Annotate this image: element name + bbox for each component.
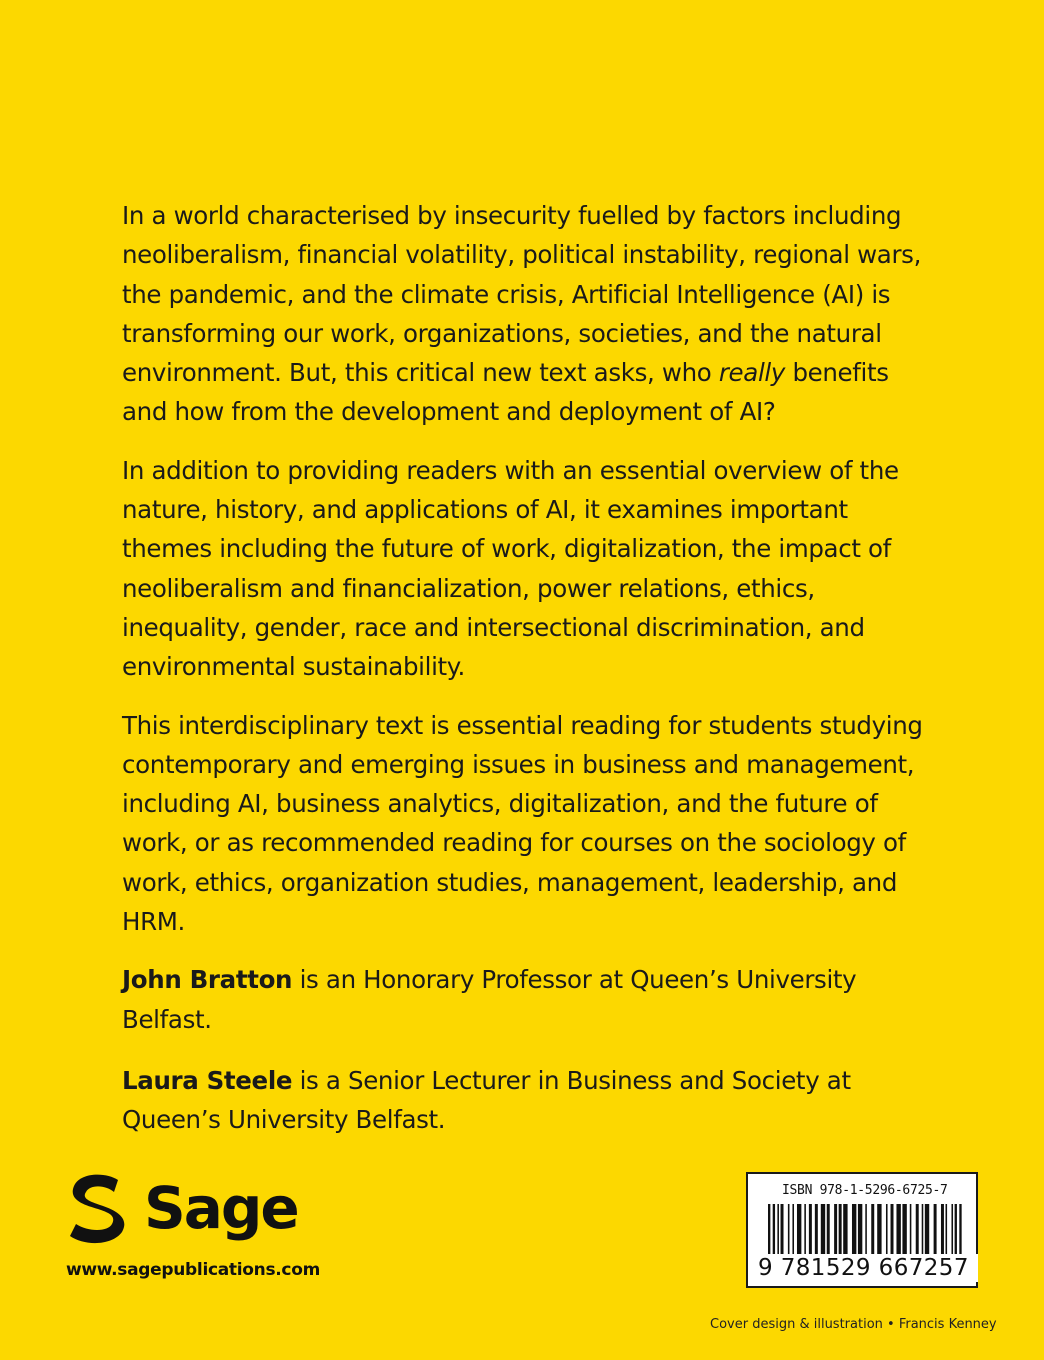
- blurb-paragraph-1: [122, 196, 928, 432]
- author-bio-1: [122, 960, 928, 1039]
- cover-credit: Cover design & illustration • Francis Kenney: [710, 1317, 997, 1332]
- publisher-name: Sage: [144, 1174, 298, 1242]
- blurb-paragraph-3: This interdisciplinary text is essential reading for students studying contemporary and emerging issues in business and management, including AI, business analytics, digitalization, and the future of work, or as recommended reading for courses on the sociology of work, ethics, organization studies, management, leadership, and HRM.: [122, 710, 923, 937]
- author-bio-text: is a Senior Lecturer in Business and Society at Queen’s University Belfast.: [122, 1065, 851, 1135]
- back-cover-blurb: [122, 196, 928, 1162]
- emphasis-really: really: [718, 358, 786, 388]
- publisher-website: www.sagepublications.com: [66, 1260, 321, 1280]
- author-name: Laura Steele: [122, 1065, 293, 1095]
- isbn-label: ISBN 978-1-5296-6725-7: [782, 1183, 948, 1198]
- author-bio-text: is an Honorary Professor at Queen’s University Belfast.: [122, 965, 857, 1034]
- blurb-text: benefits and how from the development and deployment of AI?: [122, 358, 889, 427]
- isbn-digits: 9 781529 667257: [754, 1254, 978, 1282]
- sage-s-icon: [66, 1172, 130, 1244]
- isbn-barcode: [746, 1172, 978, 1288]
- author-name: John Bratton: [122, 965, 293, 995]
- publisher-logo: [66, 1172, 306, 1244]
- blurb-paragraph-2: In addition to providing readers with an essential overview of the nature, history, and applications of AI, it examines important themes including the future of work, digitalization, the impact of neoliberalism and financialization, power relations, ethics, inequality, gender, race and intersectional discrimination, and environmental sustainability.: [122, 455, 899, 682]
- author-bio-2: [122, 1061, 928, 1140]
- blurb-text: In a world characterised by insecurity fuelled by factors including neoliberalism, financial volatility, political instability, regional wars, the pandemic, and the climate crisis, Artificial Intelligence (AI) is transforming our work, organizations, societies, and the natural environment. But, this critical new text asks, who: [122, 201, 922, 388]
